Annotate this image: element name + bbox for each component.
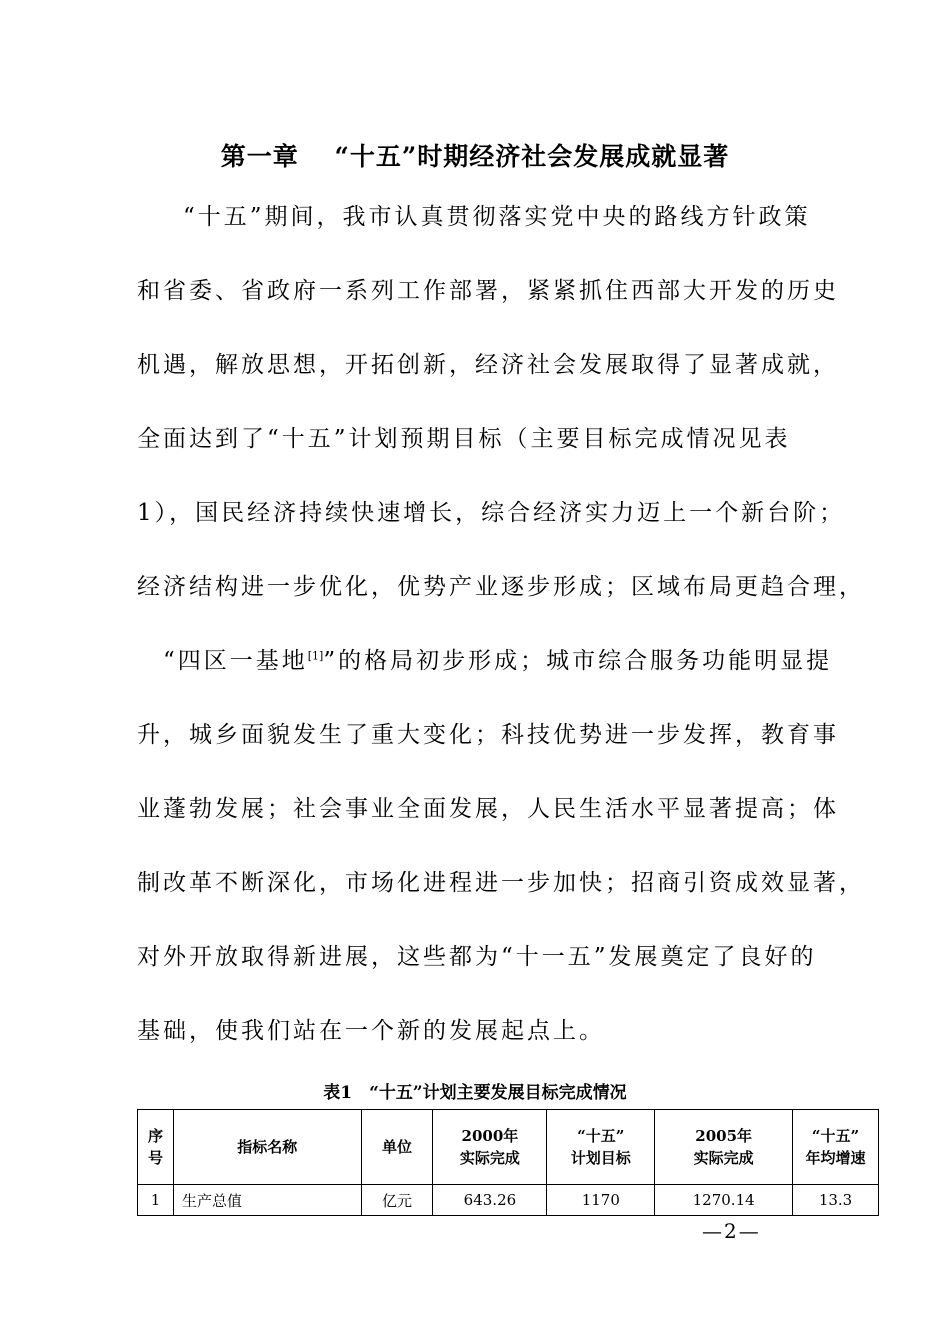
cell-seq: 1 [138,1185,174,1216]
table-caption: 表1 “十五”计划主要发展目标完成情况 [323,1083,627,1103]
paragraph-line: 机遇，解放思想，开拓创新，经济社会发展取得了显著成就， [137,352,839,378]
paragraph-line: 全面达到了“十五”计划预期目标（主要目标完成情况见表 [137,426,791,452]
cell-name: 生产总值 [173,1185,361,1216]
header-unit: 单位 [361,1110,433,1185]
table-row [138,1185,879,1216]
header-seq: 序 号 [138,1110,174,1185]
table-header-row [138,1110,879,1185]
cell-unit: 亿元 [361,1185,433,1216]
paragraph-line [137,639,837,713]
footnote-ref[interactable]: [1] [307,649,324,663]
header-name: 指标名称 [173,1110,361,1185]
paragraph-line: 经济结构进一步优化，优势产业逐步形成；区域布局更趋合理， [137,574,865,600]
paragraph-line: 基础，使我们站在一个新的发展起点上。 [137,1018,605,1044]
cell-2005: 1270.14 [655,1185,793,1216]
paragraph-line: 业蓬勃发展；社会事业全面发展，人民生活水平显著提高；体 [137,796,839,822]
paragraph-line: 1），国民经济持续快速增长，综合经济实力迈上一个新台阶； [137,500,846,526]
paragraph-line: “十五”期间，我市认真贯彻落实党中央的路线方针政策 [183,204,811,230]
paragraph-line: 对外开放取得新进展，这些都为“十一五”发展奠定了良好的 [137,944,817,970]
paragraph-line: 升，城乡面貌发生了重大变化；科技优势进一步发挥，教育事 [137,722,839,748]
header-growth: “十五” 年均增速 [793,1110,879,1185]
chapter-title: 第一章 “十五”时期经济社会发展成就显著 [220,142,730,171]
paragraph-line: 和省委、省政府一系列工作部署，紧紧抓住西部大开发的历史 [137,278,839,304]
cell-plan: 1170 [547,1185,655,1216]
cell-growth: 13.3 [793,1185,879,1216]
page-number: —2— [702,1219,761,1243]
header-plan: “十五” 计划目标 [547,1110,655,1185]
line-text: “四区一基地 [163,648,308,674]
header-2005: 2005年 实际完成 [655,1110,793,1185]
cell-2000: 643.26 [433,1185,547,1216]
paragraph-line: 制改革不断深化，市场化进程进一步加快；招商引资成效显著， [137,870,865,896]
line-text: ”的格局初步形成；城市综合服务功能明显提 [323,648,833,674]
goals-table [137,1109,879,1216]
header-2000: 2000年 实际完成 [433,1110,547,1185]
body-paragraph [137,195,865,1083]
